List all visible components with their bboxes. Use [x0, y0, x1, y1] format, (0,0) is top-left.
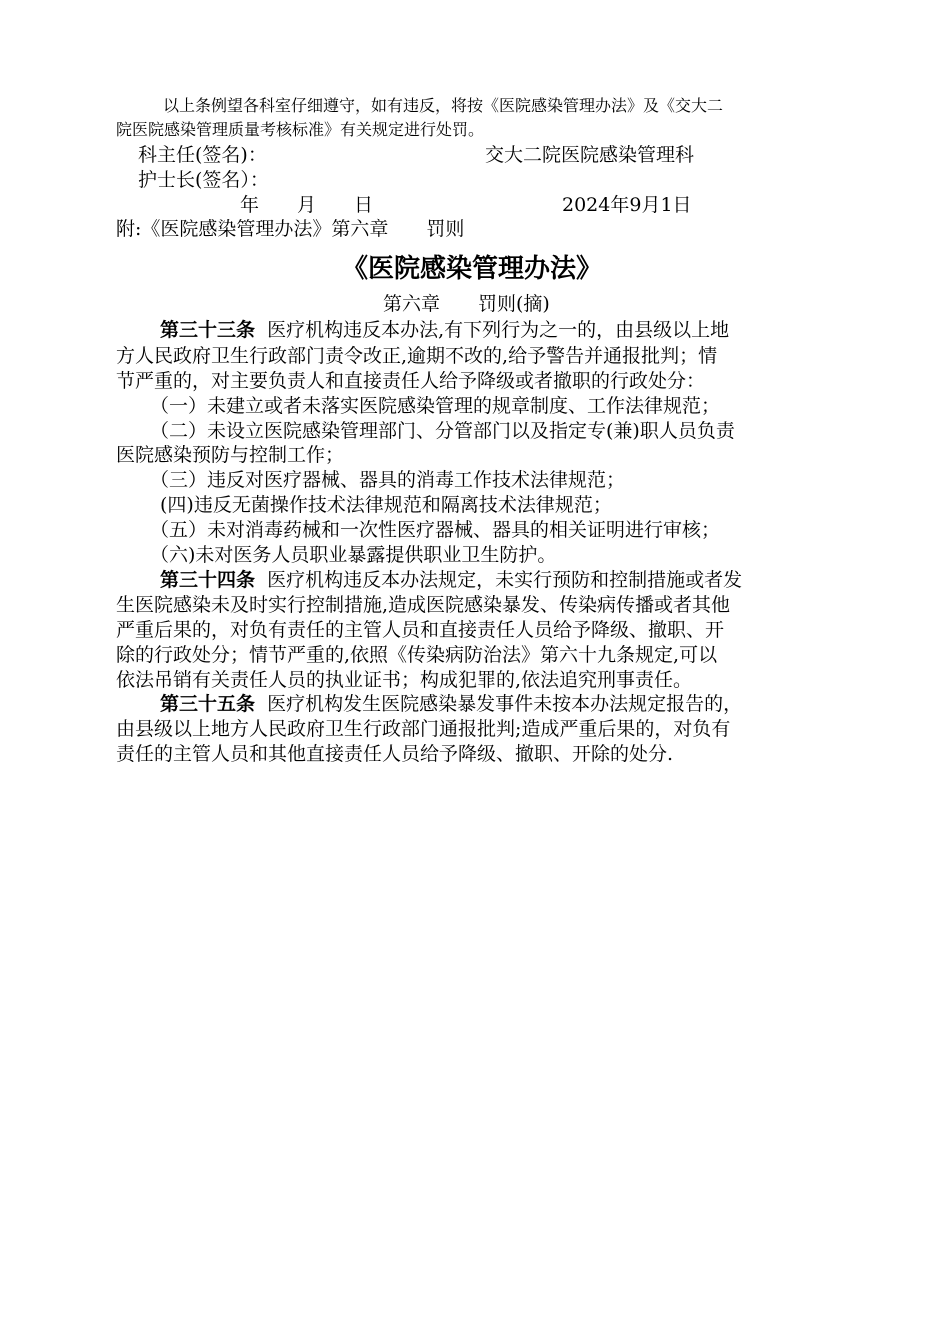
article-34-first-line [160, 571, 742, 590]
director-signature-label: 科主任(签名)： [138, 144, 267, 166]
signature-date: 2024年9月1日 [562, 194, 692, 216]
date-blank: 年 月 日 [240, 194, 374, 216]
article-34-label: 第三十四条 [160, 569, 256, 591]
article-35-label: 第三十五条 [160, 693, 256, 715]
item-4: (四)违反无菌操作技术法律规范和隔离技术法律规范； [160, 494, 612, 516]
document-title: 《医院感染管理办法》 [342, 254, 603, 284]
appendix-note: 附:《医院感染管理办法》第六章 罚则 [116, 218, 465, 240]
item-6: （六)未对医务人员职业暴露提供职业卫生防护。 [150, 544, 557, 566]
article-34-text-3: 严重后果的，对负有责任的主管人员和直接责任人员给予降级、撤职、开 [116, 619, 725, 641]
notice-line-1: 以上条例望各科室仔细遵守，如有违反，将按《医院感染管理办法》及《交大二 [163, 96, 724, 115]
item-3: （三）违反对医疗器械、器具的消毒工作技术法律规范； [150, 469, 626, 491]
head-nurse-signature-label: 护士长(签名）： [138, 169, 269, 191]
item-2-line-1: （二）未设立医院感染管理部门、分管部门以及指定专(兼)职人员负责 [150, 420, 735, 442]
article-33-label: 第三十三条 [160, 319, 256, 341]
item-2-line-2: 医院感染预防与控制工作； [116, 444, 345, 466]
article-35-text-1: 医疗机构发生医院感染暴发事件未按本办法规定报告的， [267, 693, 743, 715]
article-35-first-line [160, 695, 742, 714]
article-34-text-1: 医疗机构违反本办法规定，未实行预防和控制措施或者发 [267, 569, 743, 591]
article-34-text-2: 生医院感染未及时实行控制措施,造成医院感染暴发、传染病传播或者其他 [116, 594, 731, 616]
article-33-text-2: 方人民政府卫生行政部门责令改正,逾期不改的,给予警告并通报批判；情 [116, 345, 718, 367]
article-33-text-1: 医疗机构违反本办法,有下列行为之一的，由县级以上地 [267, 319, 730, 341]
chapter-heading: 第六章 罚则(摘) [383, 293, 550, 315]
item-5: （五）未对消毒药械和一次性医疗器械、器具的相关证明进行审核； [150, 519, 721, 541]
notice-line-2: 院医院感染管理质量考核标准》有关规定进行处罚。 [116, 120, 485, 139]
article-35-text-3: 责任的主管人员和其他直接责任人员给予降级、撤职、开除的处分. [116, 743, 674, 765]
article-34-text-4: 除的行政处分；情节严重的,依照《传染病防治法》第六十九条规定,可以 [116, 644, 718, 666]
item-1: （一）未建立或者未落实医院感染管理的规章制度、工作法律规范； [150, 395, 721, 417]
article-33-text-3: 节严重的，对主要负责人和直接责任人给予降级或者撤职的行政处分： [116, 370, 706, 392]
article-34-text-5: 依法吊销有关责任人员的执业证书；构成犯罪的,依法追究刑事责任。 [116, 669, 693, 691]
department-name: 交大二院医院感染管理科 [485, 144, 695, 166]
article-35-text-2: 由县级以上地方人民政府卫生行政部门通报批判;造成严重后果的，对负有 [116, 718, 731, 740]
article-33-first-line [160, 321, 729, 340]
